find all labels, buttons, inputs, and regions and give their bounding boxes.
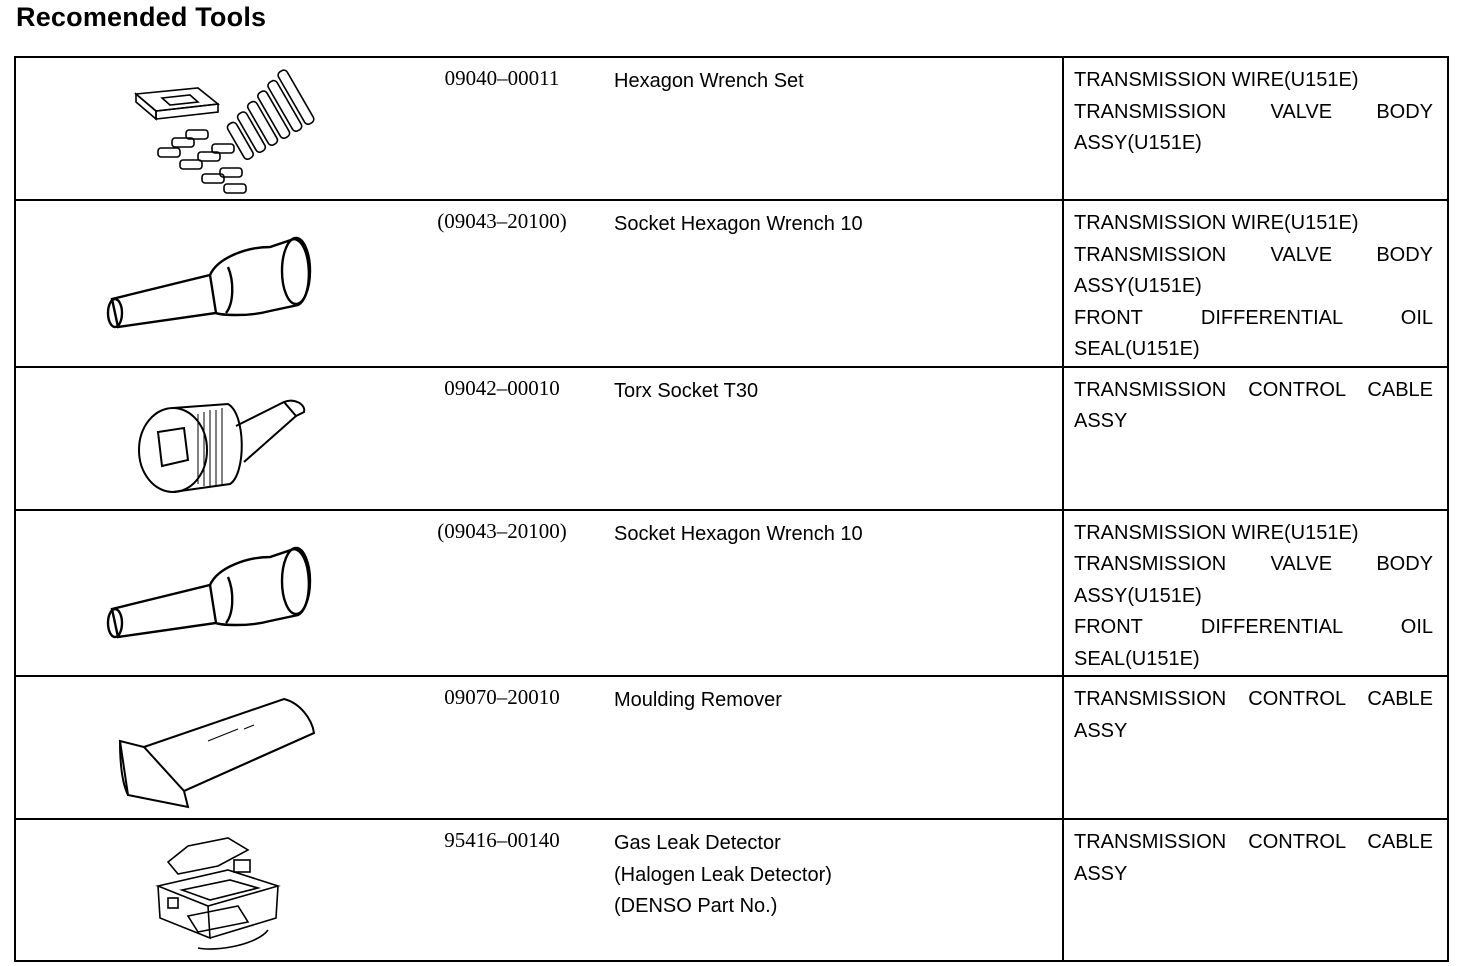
tool-name [614, 376, 758, 408]
table-row [15, 676, 1448, 819]
socket-hexagon-wrench-icon [98, 207, 338, 357]
usage-line: TRANSMISSION WIRE(U151E) [1074, 521, 1359, 544]
tool-name-line: Socket Hexagon Wrench 10 [614, 522, 863, 545]
tool-name-line: Moulding Remover [614, 689, 782, 711]
table-row [15, 510, 1448, 677]
usage-line: TRANSMISSION WIRE(U151E) [1074, 212, 1359, 234]
tool-name [614, 685, 782, 717]
tool-name-line: (Halogen Leak Detector) [614, 863, 832, 886]
usage-cell [1063, 510, 1448, 677]
usage-line: ASSY [1074, 719, 1128, 742]
usage-line: ASSY [1074, 862, 1128, 885]
part-number: 09070–20010 [444, 685, 560, 709]
usage-line: ASSY(U151E) [1074, 132, 1202, 154]
usage-line: ASSY [1074, 410, 1128, 432]
tool-name-line: Gas Leak Detector [614, 832, 781, 854]
part-number: 09042–00010 [444, 375, 560, 400]
part-number: 95416–00140 [444, 828, 560, 852]
part-number: (09043–20100) [437, 518, 567, 543]
hexagon-wrench-set-icon [98, 64, 378, 194]
tool-name-line: Torx Socket T30 [614, 379, 759, 402]
socket-hexagon-wrench-icon [98, 517, 338, 667]
usage-cell [1063, 676, 1448, 819]
table-row [15, 200, 1448, 367]
usage-line: TRANSMISSION VALVE BODY [1074, 243, 1433, 266]
usage-line: SEAL(U151E) [1074, 338, 1200, 360]
moulding-remover-icon [98, 683, 338, 813]
table-row [15, 367, 1448, 510]
usage-line: ASSY(U151E) [1074, 584, 1202, 607]
usage-cell [1063, 57, 1448, 200]
tool-name-line: Socket Hexagon Wrench 10 [614, 213, 863, 235]
usage-line: TRANSMISSION WIRE(U151E) [1074, 69, 1359, 91]
usage-line: TRANSMISSION VALVE BODY [1074, 553, 1433, 575]
tool-name [614, 209, 863, 241]
tool-name-line: (DENSO Part No.) [614, 895, 778, 917]
gas-leak-detector-icon [98, 826, 338, 958]
part-number: 09040–00011 [444, 66, 560, 90]
usage-line: FRONT DIFFERENTIAL OIL [1074, 616, 1433, 638]
usage-cell [1063, 367, 1448, 510]
tool-name [614, 828, 832, 923]
usage-line: SEAL(U151E) [1074, 647, 1200, 670]
tool-name-line: Hexagon Wrench Set [614, 70, 804, 92]
usage-line: ASSY(U151E) [1074, 275, 1202, 297]
usage-line: TRANSMISSION CONTROL CABLE [1074, 831, 1433, 853]
torx-socket-icon [98, 374, 338, 504]
table-row [15, 819, 1448, 961]
tool-name [614, 519, 863, 551]
tools-table [14, 56, 1449, 962]
usage-line: TRANSMISSION CONTROL CABLE [1074, 688, 1433, 710]
usage-line: TRANSMISSION CONTROL CABLE [1074, 378, 1433, 401]
usage-line: TRANSMISSION VALVE BODY [1074, 100, 1433, 123]
part-number: (09043–20100) [437, 209, 567, 233]
table-row [15, 57, 1448, 200]
usage-cell [1063, 819, 1448, 961]
usage-line: FRONT DIFFERENTIAL OIL [1074, 306, 1433, 329]
page-title: Recomended Tools [16, 2, 267, 32]
usage-cell [1063, 200, 1448, 367]
tool-name [614, 66, 804, 98]
